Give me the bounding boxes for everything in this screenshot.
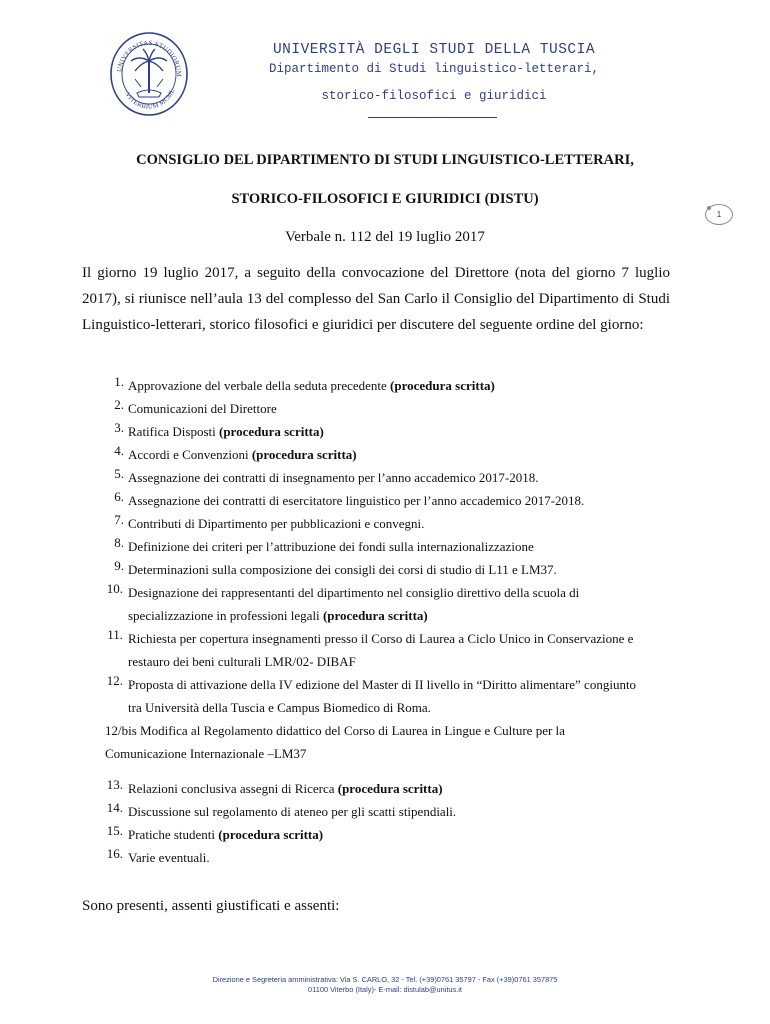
university-name: UNIVERSITÀ DEGLI STUDI DELLA TUSCIA <box>272 42 596 58</box>
agenda-item-text: 12/bis Modifica al Regolamento didattico del Corso di Laurea in Lingue e Culture per la Comunicazione Internazionale –LM37 <box>105 723 565 761</box>
seal-ring-bottom-text: VITERBIUM MCML <box>123 87 177 111</box>
department-name-line2: storico-filosofici e giuridici <box>321 89 547 103</box>
agenda-item-number: 15. <box>106 823 123 838</box>
agenda-item-text: Designazione dei rappresentanti del dipartimento nel consiglio direttivo della scuola di specializzazione in professioni legali <box>128 585 580 623</box>
attendance-intro: Sono presenti, assenti giustificati e assenti: <box>82 898 340 914</box>
agenda-item-note: (procedura scritta) <box>219 424 324 439</box>
header-divider <box>368 117 497 118</box>
agenda-item-number: 14. <box>106 800 123 815</box>
agenda-item-text: Proposta di attivazione della IV edizione del Master di II livello in “Diritto alimentare” congiunto tra Università della Tuscia e Campus Biomedico di Roma. <box>128 677 637 715</box>
document-title-line2: STORICO-FILOSOFICI E GIURIDICI (DISTU) <box>231 191 539 207</box>
agenda-item-number: 9. <box>114 558 124 573</box>
agenda-item-number: 16. <box>106 846 123 861</box>
agenda-item-note: (procedura scritta) <box>337 781 443 796</box>
agenda-item-text: Varie eventuali. <box>128 850 210 865</box>
agenda-item-number: 7. <box>114 512 124 527</box>
department-name-line1: Dipartimento di Studi linguistico-letterari, <box>268 62 600 76</box>
agenda-item-text: Relazioni conclusiva assegni di Ricerca <box>128 781 338 796</box>
agenda-item-number: 13. <box>106 777 123 792</box>
agenda-item-number: 6. <box>114 489 124 504</box>
intro-paragraph: Il giorno 19 luglio 2017, a seguito della convocazione del Direttore (nota del giorno 7 luglio 2017), si riunisce nell’aula 13 del complesso del San Carlo il Consiglio del Dipartimento di Studi Linguistico-letterari, storico filosofici e giuridici per discutere del seguente ordine del giorno: <box>82 265 670 333</box>
university-seal-logo <box>109 31 189 117</box>
agenda-item-text: Assegnazione dei contratti di insegnamento per l’anno accademico 2017-2018. <box>128 470 539 485</box>
footer-address: Direzione e Segreteria amministrativa: Via S. CARLO, 32 - Tel. (+39)0761 35797 - Fax (+39)0761 357875 <box>212 975 558 984</box>
agenda-item-note: (procedura scritta) <box>218 827 324 842</box>
comment-annotation-badge[interactable]: 1 <box>705 204 733 225</box>
agenda-item-text: Contributi di Dipartimento per pubblicazioni e convegni. <box>128 516 425 531</box>
agenda-item-text: Richiesta per copertura insegnamenti presso il Corso di Laurea a Ciclo Unico in Conservazione e restauro dei beni culturali LMR/02- DIBAF <box>128 631 634 669</box>
footer-contact: 01100 Viterbo (Italy)- E-mail: distulab@unitus.it <box>308 985 462 994</box>
agenda-item-number: 5. <box>114 466 124 481</box>
agenda-item-text: Assegnazione dei contratti di esercitatore linguistico per l’anno accademico 2017-2018. <box>128 493 585 508</box>
agenda-item-text: Discussione sul regolamento di ateneo per gli scatti stipendiali. <box>128 804 457 819</box>
agenda-item-text: Accordi e Convenzioni <box>128 447 252 462</box>
agenda-item-note: (procedura scritta) <box>251 447 357 462</box>
agenda-item-text: Ratifica Disposti <box>128 424 219 439</box>
agenda-item-number: 1. <box>114 374 124 389</box>
agenda-item-number: 8. <box>114 535 124 550</box>
comment-dot-icon <box>707 206 711 210</box>
agenda-item-text: Comunicazioni del Direttore <box>128 401 277 416</box>
minutes-number: Verbale n. 112 del 19 luglio 2017 <box>285 229 485 245</box>
seal-ring-top-text: UNIVERSITAS STUDIORUM <box>116 39 183 78</box>
document-title-line1: CONSIGLIO DEL DIPARTIMENTO DI STUDI LINGUISTICO-LETTERARI, <box>136 152 634 168</box>
agenda-item-text: Approvazione del verbale della seduta precedente <box>128 378 391 393</box>
agenda-item-number: 2. <box>114 397 124 412</box>
agenda-item-number: 10. <box>106 581 123 596</box>
agenda-item-number: 4. <box>114 443 124 458</box>
agenda-item-note: (procedura scritta) <box>322 608 428 623</box>
agenda-item-text: Pratiche studenti <box>128 827 219 842</box>
agenda-item-text: Definizione dei criteri per l’attribuzione dei fondi sulla internazionalizzazione <box>128 539 534 554</box>
agenda-item-number: 3. <box>114 420 124 435</box>
agenda-item-note: (procedura scritta) <box>390 378 495 393</box>
agenda-item-number: 12. <box>106 673 123 688</box>
agenda-item-text: Determinazioni sulla composizione dei consigli dei corsi di studio di L11 e LM37. <box>128 562 557 577</box>
agenda-item-number: 11. <box>107 627 123 642</box>
